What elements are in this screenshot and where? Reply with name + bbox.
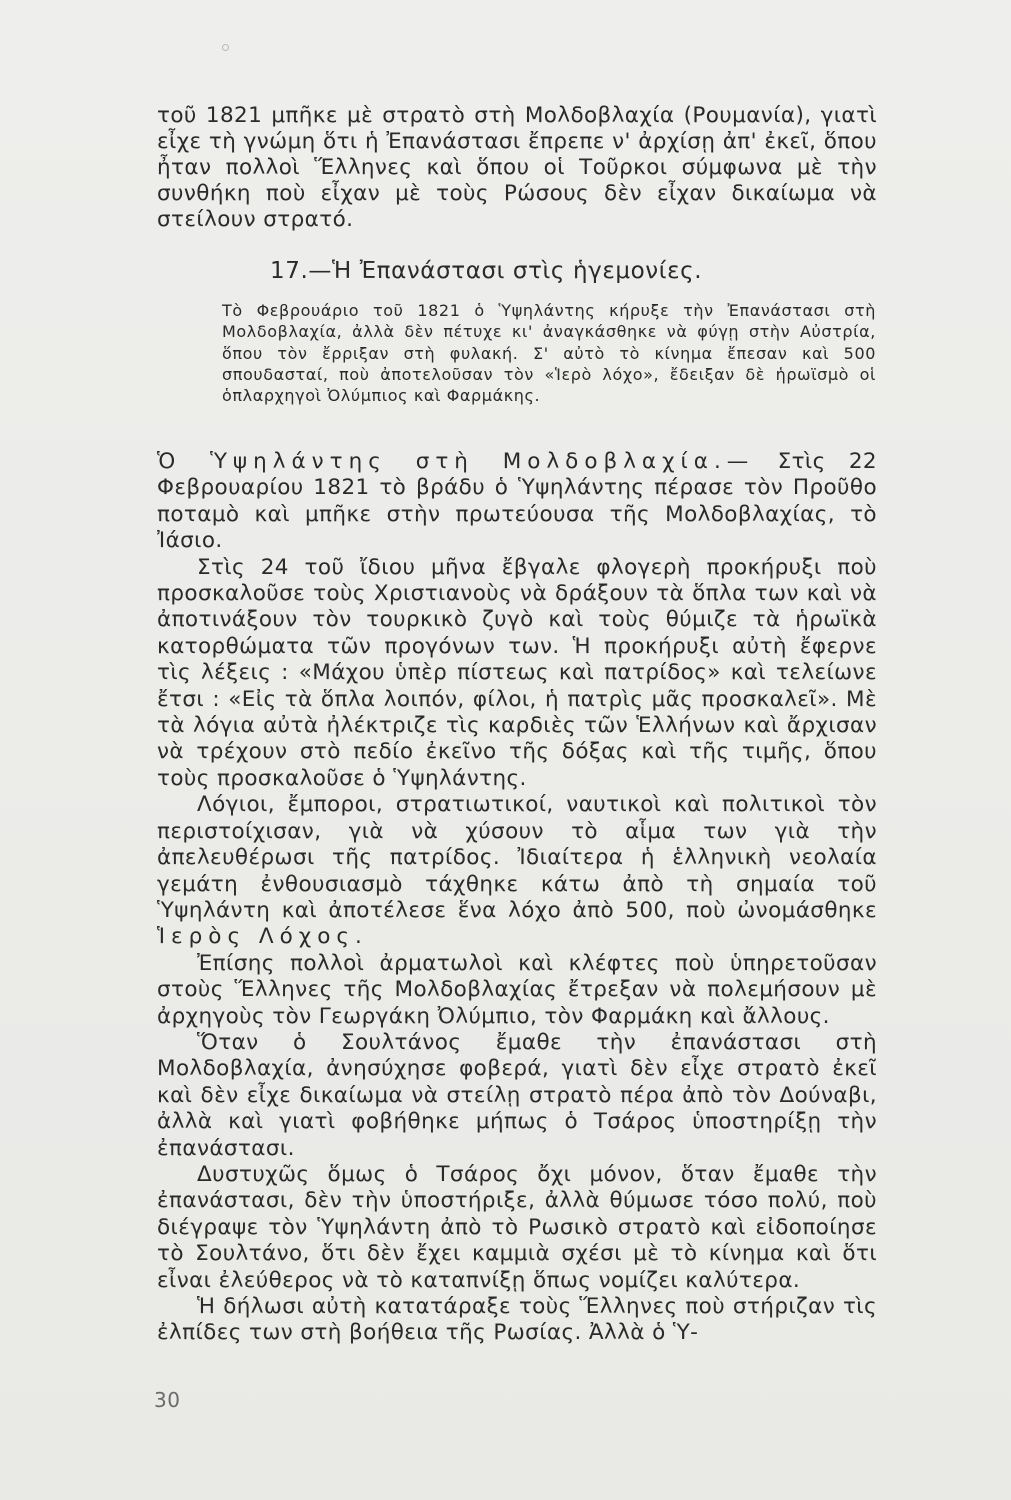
spaced-subheading: Ὁ Ὑψηλάντης στὴ Μολδοβλαχία.— — [157, 449, 755, 474]
paragraph-1-text: Στὶς 22 Φεβρουαρίου 1821 τὸ βράδυ ὁ Ὑψηλάντης πέρασε τὸν Προῦθο ποταμὸ καὶ μπῆκε στὴν πρωτεύουσα τῆς Μολδοβλαχίας, τὸ Ἰάσιο. — [157, 449, 878, 554]
main-text — [157, 449, 877, 1347]
sacred-band-term: Ἱερὸς Λόχος. — [157, 924, 368, 950]
intro-paragraph: τοῦ 1821 μπῆκε μὲ στρατὸ στὴ Μολδοβλαχία (Ρουμανία), γιατὶ εἶχε τὴ γνώμη ὅτι ἡ Ἐπανάστασι ἔπρεπε ν' ἀρχίσῃ ἀπ' ἐκεῖ, ὅπου ἦταν πολλοὶ Ἕλληνες καὶ ὅπου οἱ Τοῦρκοι σύμφωνα μὲ τὴν συνθήκη ποὺ εἶχαν μὲ τοὺς Ρώσους δὲν εἶχαν δικαίωμα νὰ στείλουν στρατό. — [157, 103, 877, 232]
paragraph-6: Δυστυχῶς ὅμως ὁ Τσάρος ὄχι μόνον, ὅταν ἔμαθε τὴν ἐπανάστασι, δὲν τὴν ὑποστήριξε, ἀλλὰ θύμωσε τόσο πολύ, ποὺ διέγραψε τὸν Ὑψηλάντη ἀπὸ τὸ Ρωσικὸ στρατὸ καὶ εἰδοποίησε τὸ Σουλτάνο, ὅτι δὲν ἔχει καμμιὰ σχέσι μὲ τὸ κίνημα καὶ ὅτι εἶναι ἐλεύθερος νὰ τὸ καταπνίξῃ ὅπως νομίζει καλύτερα. — [157, 1161, 877, 1293]
paragraph-4: Ἐπίσης πολλοὶ ἀρματωλοὶ καὶ κλέφτες ποὺ ὑπηρετοῦσαν στοὺς Ἕλληνες τῆς Μολδοβλαχίας ἔτρεξαν νὰ πολεμήσουν μὲ ἀρχηγοὺς τὸν Γεωργάκη Ὀλύμπιο, τὸν Φαρμάκη καὶ ἄλλους. — [157, 950, 877, 1029]
paragraph-3 — [157, 792, 877, 950]
page-number: 30 — [154, 1388, 181, 1412]
paragraph-1 — [157, 449, 877, 555]
paragraph-7: Ἡ δήλωσι αὐτὴ κατατάραξε τοὺς Ἕλληνες ποὺ στήριζαν τὶς ἐλπίδες των στὴ βοήθεια τῆς Ρωσίας. Ἀλλὰ ὁ Ὑ- — [157, 1294, 877, 1346]
section-summary: Τὸ Φεβρουάριο τοῦ 1821 ὁ Ὑψηλάντης κήρυξε τὴν Ἐπανάστασι στὴ Μολδοβλαχία, ἀλλὰ δὲν πέτυχε κι' ἀναγκάσθηκε νὰ φύγῃ στὴν Αὐστρία, ὅπου τὸν ἔρριξαν στὴ φυλακή. Σ' αὐτὸ τὸ κίνημα ἔπεσαν καὶ 500 σπουδασταί, ποὺ ἀποτελοῦσαν τὸν «Ἱερὸ λόχο», ἔδειξαν δὲ ἡρωϊσμὸ οἱ ὁπλαρχηγοὶ Ὀλύμπιος καὶ Φαρμάκης. — [222, 301, 876, 406]
paragraph-2: Στὶς 24 τοῦ ἴδιου μῆνα ἔβγαλε φλογερὴ προκήρυξι ποὺ προσκαλοῦσε τοὺς Χριστιανοὺς νὰ δράξουν τὰ ὅπλα των καὶ νὰ ἀποτινάξουν τὸν τουρκικὸ ζυγὸ καὶ τοὺς θύμιζε τὰ ἡρωϊκὰ κατορθώματα τῶν προγόνων των. Ἡ προκήρυξι αὐτὴ ἔφερνε τὶς λέξεις : «Μάχου ὑπὲρ πίστεως καὶ πατρίδος» καὶ τελείωνε ἔτσι : «Εἰς τὰ ὅπλα λοιπόν, φίλοι, ἡ πατρὶς μᾶς προσκαλεῖ». Μὲ τὰ λόγια αὐτὰ ἠλέκτριζε τὶς καρδιὲς τῶν Ἑλλήνων καὶ ἄρχισαν νὰ τρέχουν στὸ πεδίο ἐκεῖνο τῆς δόξας καὶ τῆς τιμῆς, ὅπου τοὺς προσκαλοῦσε ὁ Ὑψηλάντης. — [157, 554, 877, 791]
section-heading: 17.—Ἡ Ἐπανάστασι στὶς ἡγεμονίες. — [270, 258, 703, 284]
paragraph-3-text: Λόγιοι, ἔμποροι, στρατιωτικοί, ναυτικοὶ καὶ πολιτικοὶ τὸν περιστοίχισαν, γιὰ νὰ χύσουν τὸ αἷμα των γιὰ τὴν ἀπελευθέρωσι τῆς πατρίδος. Ἰδιαίτερα ἡ ἑλληνικὴ νεολαία γεμάτη ἐνθουσιασμὸ τάχθηκε κάτω ἀπὸ τὴ σημαία τοῦ Ὑψηλάντη καὶ ἀποτέλεσε ἕνα λόχο ἀπὸ 500, ποὺ ὠνομάσθηκε — [157, 792, 877, 923]
paper-speck — [222, 44, 229, 51]
paragraph-5: Ὅταν ὁ Σουλτάνος ἔμαθε τὴν ἐπανάστασι στὴ Μολδοβλαχία, ἀνησύχησε φοβερά, γιατὶ δὲν εἶχε στρατὸ ἐκεῖ καὶ δὲν εἶχε δικαίωμα νὰ στείλῃ στρατὸ πέρα ἀπὸ τὸν Δούναβι, ἀλλὰ καὶ γιατὶ φοβήθηκε μήπως ὁ Τσάρος ὑποστηρίξῃ τὴν ἐπανάστασι. — [157, 1029, 877, 1161]
